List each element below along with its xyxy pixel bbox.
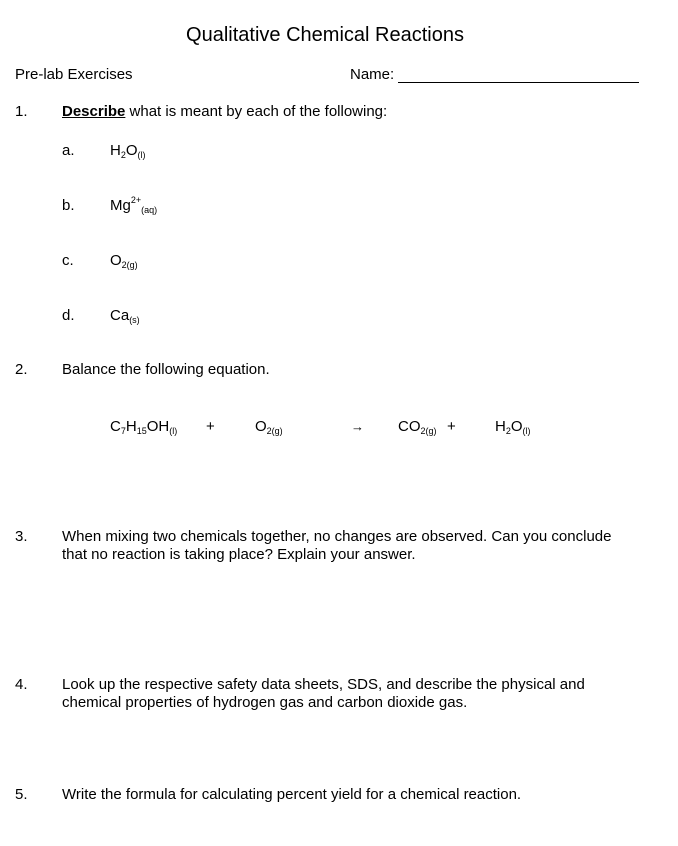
name-label: Name: [350, 66, 395, 83]
question-1-number: 1. [15, 103, 28, 120]
equation-reactant-1: $C_7H_{15}OH_{(l)}$ [110, 418, 178, 436]
question-5-number: 5. [15, 786, 28, 803]
question-1-body: what is meant by each of the following: [125, 103, 388, 120]
item-c-formula: $O_{2(g)}$ [110, 252, 138, 270]
question-1-text [62, 103, 642, 121]
question-1-emphasis: Describe [62, 103, 126, 120]
section-label: Pre-lab Exercises [15, 66, 133, 83]
question-2-text: Balance the following equation. [62, 361, 270, 378]
question-3-number: 3. [15, 528, 28, 545]
item-a-letter: a. [62, 142, 75, 159]
question-5-text: Write the formula for calculating percent yield for a chemical reaction. [62, 786, 522, 803]
item-d-formula: $Ca_{(s)}$ [110, 307, 140, 325]
item-a-formula: $H_2O_{(l)}$ [110, 142, 146, 160]
equation-product-1: $CO_{2(g)}$ [398, 418, 437, 436]
question-2-number: 2. [15, 361, 28, 378]
item-d-letter: d. [62, 307, 75, 324]
question-4-text: Look up the respective safety data sheets, SDS, and describe the physical and chemical properties of hydrogen gas and carbon dioxide gas. [62, 676, 585, 711]
page-title: Qualitative Chemical Reactions [186, 24, 464, 46]
item-c-letter: c. [62, 252, 74, 269]
equation-arrow: → [351, 419, 364, 434]
question-4-number: 4. [15, 676, 28, 693]
equation-product-2: $H_2O_{(l)}$ [495, 418, 531, 436]
name-blank-line[interactable] [398, 82, 639, 83]
question-3-text: When mixing two chemicals together, no changes are observed. Can you conclude that no reaction is taking place? Explain your answer. [62, 528, 612, 563]
item-b-formula: $Mg^{2+}_{(aq)}$ [110, 195, 158, 215]
equation-reactant-2: $O_{2(g)}$ [255, 418, 283, 436]
equation-plus-2: + [447, 418, 456, 435]
item-b-letter: b. [62, 197, 75, 214]
equation-plus-1: + [206, 418, 215, 435]
